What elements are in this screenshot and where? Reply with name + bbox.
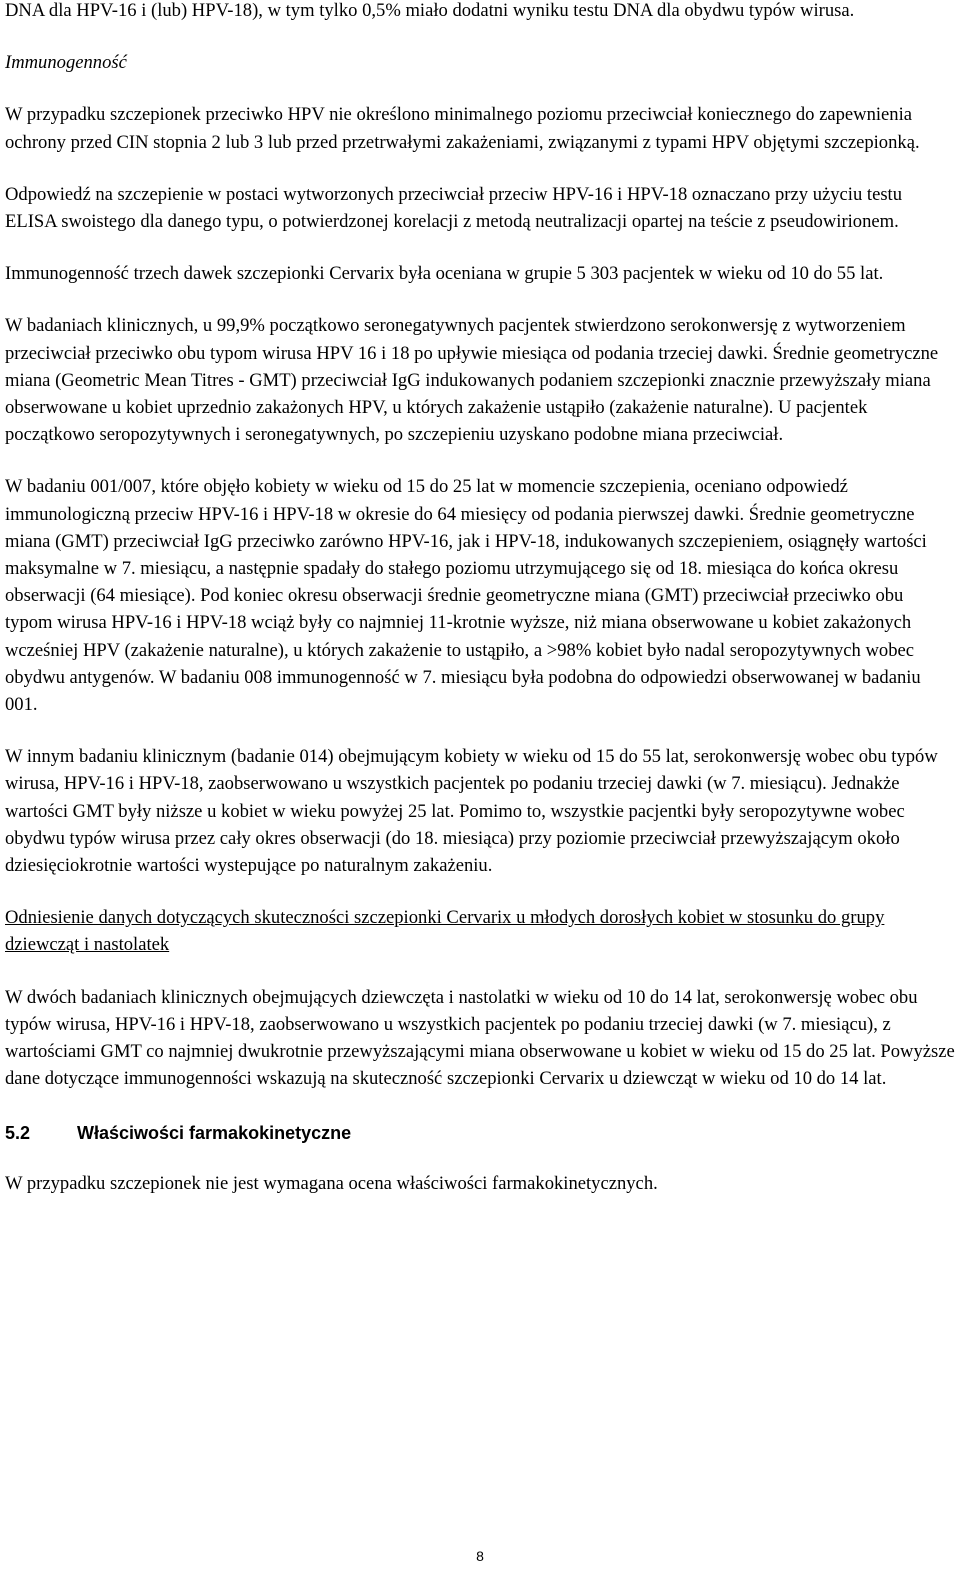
bridging-subheading: Odniesienie danych dotyczących skuteczności szczepionki Cervarix u młodych dorosłych kobiet w stosunku do grupy dziewcząt i nastolatek bbox=[5, 907, 885, 956]
paragraph-pharmacokinetics: W przypadku szczepionek nie jest wymagana ocena właściwości farmakokinetycznych. bbox=[5, 1172, 658, 1194]
paragraph-min-antibody-level: W przypadku szczepionek przeciwko HPV nie określono minimalnego poziomu przeciwciał koniecznego do zapewnienia ochrony przed CIN stopnia 2 lub 3 lub przed przetrwałymi zakażeniami, związanymi z typami HPV objętymi szczepionką. bbox=[5, 104, 920, 153]
paragraph-study-014: W innym badaniu klinicznym (badanie 014) obejmującym kobiety w wieku od 15 do 55 lat, serokonwersję wobec obu typów wirusa, HPV-16 i HPV-18, zaobserwowano u wszystkich pacjentek po podaniu trzeciej dawki (w 7. miesiącu). Jednakże wartości GMT były niższe u kobiet w wieku powyżej 25 lat. Pomimo to, wszystkie pacjentki były seropozytywne wobec obydwu typów wirusa przez cały okres obserwacji (do 18. miesiąca) przy poziomie przeciwciał przewyższającym około dziesięciokrotnie wartości wystepujące po naturalnym zakażeniu. bbox=[5, 746, 938, 877]
paragraph-elisa-response: Odpowiedź na szczepienie w postaci wytworzonych przeciwciał przeciw HPV-16 i HPV-18 oznaczano przy użyciu testu ELISA swoistego dla danego typu, o potwierdzonej korelacji z metodą neutralizacji opartej na teście z pseudowirionem. bbox=[5, 183, 903, 233]
document-page bbox=[5, 0, 955, 1197]
paragraph-three-doses: Immunogenność trzech dawek szczepionki Cervarix była oceniana w grupie 5 303 pacjentek w wieku od 10 do 55 lat. bbox=[5, 263, 884, 285]
section-title: Właściwości farmakokinetyczne bbox=[77, 1122, 352, 1143]
paragraph-study-001-007: W badaniu 001/007, które objęło kobiety w wieku od 15 do 25 lat w momencie szczepienia, oceniano odpowiedź immunologiczną przeciw HPV-16 i HPV-18 w okresie do 64 miesięcy od podania pierwszej dawki. Średnie geometryczne miana (GMT) przeciwciał IgG przeciwko zarówno HPV-16, jak i HPV-18, indukowanych szczepieniem, osiągnęły wartości maksymalne w 7. miesiącu, a następnie spadały do stałego poziomu utrzymującego się od 18. miesiąca do końca okresu obserwacji (64 miesiące). Pod koniec okresu obserwacji średnie geometryczne miana (GMT) przeciwciał przeciwko obu typom wirusa HPV-16 i HPV-18 wciąż były co najmniej 11-krotnie wyższe, niż miana obserwowane u kobiet zakażonych wcześniej HPV (zakażenie naturalne), u których zakażenie to ustąpiło, a >98% kobiet było nadal seropozytywnych wobec obydwu antygenów. W badaniu 008 immunogenność w 7. miesiącu była podobna do odpowiedzi obserwowanej w badaniu 001. bbox=[5, 476, 927, 716]
section-number: 5.2 bbox=[5, 1122, 31, 1143]
page-number: 8 bbox=[476, 1548, 484, 1564]
paragraph-seroconversion: W badaniach klinicznych, u 99,9% początkowo seronegatywnych pacjentek stwierdzono serokonwersję z wytworzeniem przeciwciał przeciwko obu typom wirusa HPV 16 i 18 po upływie miesiąca od podania trzeciej dawki. Średnie geometryczne miana (Geometric Mean Titres - GMT) przeciwciał IgG indukowanych podaniem szczepionki znacznie przewyższały miana obserwowane u kobiet uprzednio zakażonych HPV, u których zakażenie ustąpiło (zakażenie naturalne). U pacjentek początkowo seropozytywnych i seronegatywnych, po szczepieniu uzyskano podobne miana przeciwciał. bbox=[5, 315, 939, 446]
paragraph-bridging-data: W dwóch badaniach klinicznych obejmujących dziewczęta i nastolatki w wieku od 10 do 14 lat, serokonwersję wobec obu typów wirusa, HPV-16 i HPV-18, zaobserwowano u wszystkich pacjentek po podaniu trzeciej dawki (w 7. miesiącu), z wartościami GMT co najmniej dwukrotnie przewyższającymi miana obserwowane u kobiet w wieku od 15 do 25 lat. Powyższe dane dotyczące immunogenności wskazują na skuteczność szczepionki Cervarix u dziewcząt w wieku od 10 do 14 lat. bbox=[5, 986, 955, 1090]
immunogenicity-heading: Immunogenność bbox=[5, 52, 127, 74]
section-heading bbox=[5, 1120, 955, 1147]
intro-continuation-paragraph: DNA dla HPV-16 i (lub) HPV-18), w tym tylko 0,5% miało dodatni wyniku testu DNA dla obydwu typów wirusa. bbox=[5, 0, 855, 21]
